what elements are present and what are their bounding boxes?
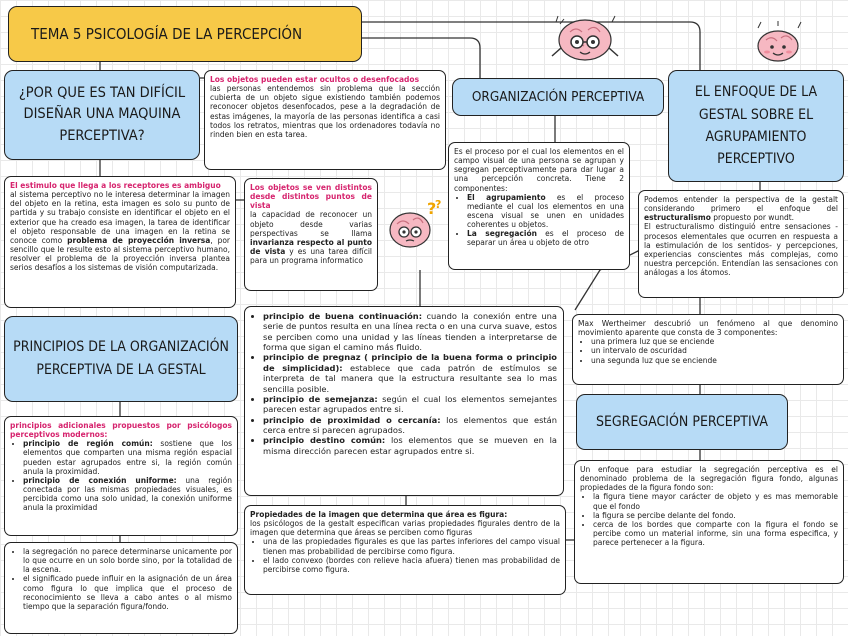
list-item: • principio de buena continuación: cuando la conexión entre una serie de puntos resulta en una línea recta o en una curva suave, estos se perciben como una unidad y las líneas tienden a interpretarse de forma que sigan el camino más fluido. xyxy=(263,311,557,352)
brain-glasses-icon xyxy=(548,12,622,70)
org-title: ORGANIZACIÓN PERCEPTIVA xyxy=(452,78,664,116)
list-item: • el lado convexo (bordes con relieve hacia afuera) tienen mas probabilidad de percibirse como figura. xyxy=(263,556,560,574)
list-item: • la figura se percibe delante del fondo. xyxy=(593,511,838,520)
list-item: • un intervalo de oscuridad xyxy=(591,346,838,355)
segregation-title: SEGREGACIÓN PERCEPTIVA xyxy=(576,394,788,450)
list-item: • una segunda luz que se enciende xyxy=(591,356,838,365)
org-intro: Es el proceso por el cual los elementos en el campo visual de una persona se agrupan y segregan perceptivamente para dar lugar a una percepción concreta. Tiene 2 componentes: xyxy=(454,147,624,193)
list-item: • principio de región común: sostiene que los elementos que comparten una misma región espacial pueden estar agrupados entre si, la región común anula la proximidad. xyxy=(23,439,232,476)
hidden-objects-body: las personas entendemos sin problema que la sección cubierta de un objeto sigue existiendo también podemos reconocer objetos desenfocados, pese a la degradación de estas imágenes, la mayoría de las personas identifica a casi todos los retratos, mientras que los ordenadores todavía no rinden bien en esta tarea. xyxy=(210,84,440,139)
svg-text:?: ? xyxy=(427,199,437,218)
segregation-notes-list xyxy=(10,547,232,611)
connector xyxy=(362,22,700,72)
brain-smile-icon xyxy=(748,20,808,70)
list-item: • principio destino común: los elementos que se mueven en la misma dirección parecen estar agrupados entre si. xyxy=(263,435,557,456)
list-item: • la segregación no parece determinarse unicamente por lo que ocurre en un solo borde sino, por la totalidad de la escena. xyxy=(23,547,232,574)
principles-title: PRINCIPIOS DE LA ORGANIZACIÓN PERCEPTIVA DE LA GESTAL xyxy=(4,316,238,402)
list-item: • una primera luz que se enciende xyxy=(591,337,838,346)
list-item: • principio de conexión uniforme: una región conectada por las mismas propiedades visuales, es percibida como una solo unidad, la conexión uniforme anula la proximidad xyxy=(23,476,232,513)
hidden-objects-box xyxy=(204,70,446,170)
figure-props-list xyxy=(250,537,560,574)
wertheimer-box xyxy=(572,314,844,385)
principles-box xyxy=(244,306,564,496)
why-title: ¿POR QUE ES TAN DIFÍCIL DISEÑAR UNA MAQUINA PERCEPTIVA? xyxy=(4,70,200,160)
figure-ground-box xyxy=(574,460,844,584)
figure-ground-list xyxy=(580,492,838,547)
viewpoints-box xyxy=(244,178,378,291)
list-item: • principio de pregnaz ( principio de la buena forma o principio de simplicidad): establece que cada patrón de estímulos se interpreta de tal manera que la estructura resultante sea lo mas sencilla posible. xyxy=(263,352,557,393)
stimulus-body: al sistema perceptivo no le interesa determinar la imagen del objeto en la retina, esta imagen es solo su punto de partida y su trabajo consiste en identificar el objeto en el exterior que ha creado esa imagen, la tarea de identificar el objeto responsable de una imagen en la retina se conoce como problema de proyección inversa, por sencillo que le resulte esto al sistema perceptivo humano, resolver el problema de la proyección inversa plantea serios desafíos a los sistemas de visión computarizada. xyxy=(10,190,231,273)
gestal-definition-box xyxy=(638,190,844,298)
svg-text:?: ? xyxy=(435,198,442,211)
figure-ground-intro: Un enfoque para estudiar la segregación perceptiva es el denominado problema de la segregación figura fondo, algunas propiedades de la figura fondo son: xyxy=(580,465,838,493)
list-item: • el significado puede influir en la asignación de un área como figura lo que implica que el proceso de reconocimiento se lleva a cabo antes o al mismo tiempo que la separación figura/fondo. xyxy=(23,574,232,611)
list-item: • cerca de los bordes que comparte con la figura el fondo se percibe como un material informe, sin una forma especifica, y parece pertenecer a la figura. xyxy=(593,520,838,547)
additional-list xyxy=(10,439,232,512)
viewpoints-body: la capacidad de reconocer un objeto desde varias perspectivas se llama invarianza respecto al punto de vista y es una tarea difícil para un programa informatico xyxy=(250,210,372,266)
list-item: • principio de proximidad o cercanía: los elementos que están cerca entre si parecen agrupados. xyxy=(263,415,557,436)
gestal-p1: Podemos entender la perspectiva de la gestalt considerando primero el enfoque del estructuralismo propuesto por wundt. xyxy=(644,195,838,223)
additional-heading: principios adicionales propuestos por psicólogos perceptivos modernos: xyxy=(10,421,232,440)
stimulus-box xyxy=(4,176,236,308)
confused-brain-icon xyxy=(383,196,445,258)
main-title: TEMA 5 PSICOLOGÍA DE LA PERCEPCIÓN xyxy=(8,6,362,62)
segregation-notes-box xyxy=(4,542,238,634)
wertheimer-list xyxy=(578,337,838,364)
wertheimer-intro: Max Wertheimer descubrió un fenómeno al que denomino movimiento aparente que consta de 3 componentes: xyxy=(578,319,838,338)
figure-props-heading: Propiedades de la imagen que determina que área es figura: xyxy=(250,510,508,519)
figure-props-intro: los psicólogos de la gestalt especifican varias propiedades figurales dentro de la imagen que determina que áreas se perciben como figuras xyxy=(250,519,560,538)
org-definition-box xyxy=(448,142,630,270)
additional-principles-box xyxy=(4,416,238,536)
gestal-p2: El estructuralismo distinguió entre sensaciones - procesos elementales que ocurren en respuesta a la estimulación de los sentidos- y percepciones, experiencias conscientes más complejas, como nuestra percepción. Entendían las sensaciones con análogas a los átomos. xyxy=(644,222,838,278)
gestal-title: EL ENFOQUE DE LA GESTAL SOBRE EL AGRUPAMIENTO PERCEPTIVO xyxy=(668,70,844,182)
principles-list xyxy=(251,311,557,456)
list-item: • principio de semejanza: según el cual los elementos semejantes parecen estar agrupados entre si. xyxy=(263,394,557,415)
stimulus-heading: El estimulo que llega a los receptores es ambiguo xyxy=(10,181,221,190)
list-item: • una de las propiedades figurales es que las partes inferiores del campo visual tienen mas probabilidad de percibirse como figura. xyxy=(263,537,560,555)
list-item: • la figura tiene mayor carácter de objeto y es mas memorable que el fondo xyxy=(593,492,838,510)
viewpoints-heading: Los objetos se ven distintos desde distintos puntos de vista xyxy=(250,183,372,211)
list-item: • El agrupamiento es el proceso mediante el cual los elementos en una escena visual se unen en unidades coherentes u objetos. xyxy=(467,193,624,230)
org-components-list xyxy=(454,193,624,248)
list-item: • La segregación es el proceso de separar un área u objeto de otro xyxy=(467,229,624,247)
figure-properties-box xyxy=(244,505,566,595)
hidden-objects-heading: Los objetos pueden estar ocultos o desenfocados xyxy=(210,75,420,84)
